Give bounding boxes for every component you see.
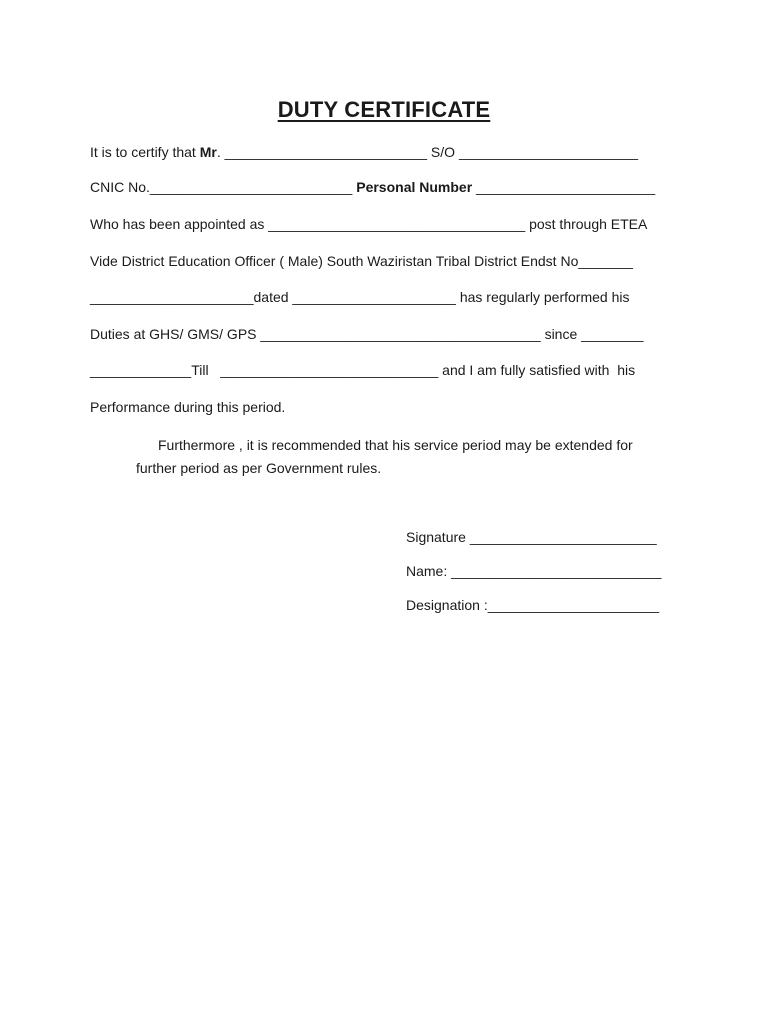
personal-number-label: Personal Number (356, 179, 473, 195)
performance-line: Performance during this period. (90, 399, 286, 415)
cnic-label: CNIC No.__________________________ (90, 179, 357, 195)
dated-line: _____________________dated _____________________ has regularly performed his (90, 289, 630, 305)
duties-line: Duties at GHS/ GMS/ GPS ____________________________________ since ________ (90, 326, 644, 342)
recommendation-paragraph (136, 434, 696, 480)
recommendation-line-1: Furthermore , it is recommended that his service period may be extended for (158, 437, 633, 453)
certify-text: It is to certify that (90, 144, 200, 160)
certify-line (90, 143, 690, 161)
appointed-line: Who has been appointed as _________________________________ post through ETEA (90, 216, 648, 232)
cnic-line (90, 178, 690, 196)
mr-label: Mr (199, 144, 217, 160)
recommendation-line-2: further period as per Government rules. (136, 460, 382, 476)
name-field: Name: ___________________________ (406, 563, 662, 579)
personal-number-blank: _______________________ (472, 179, 656, 195)
certificate-title: DUTY CERTIFICATE (277, 97, 491, 122)
vide-line: Vide District Education Officer ( Male) South Waziristan Tribal District Endst No_______ (90, 253, 633, 269)
designation-field: Designation :______________________ (406, 597, 660, 613)
signature-field: Signature ________________________ (406, 529, 657, 545)
name-so-blanks: . __________________________ S/O _______________________ (216, 144, 639, 160)
till-line: _____________Till ____________________________ and I am fully satisfied with his (90, 362, 636, 378)
